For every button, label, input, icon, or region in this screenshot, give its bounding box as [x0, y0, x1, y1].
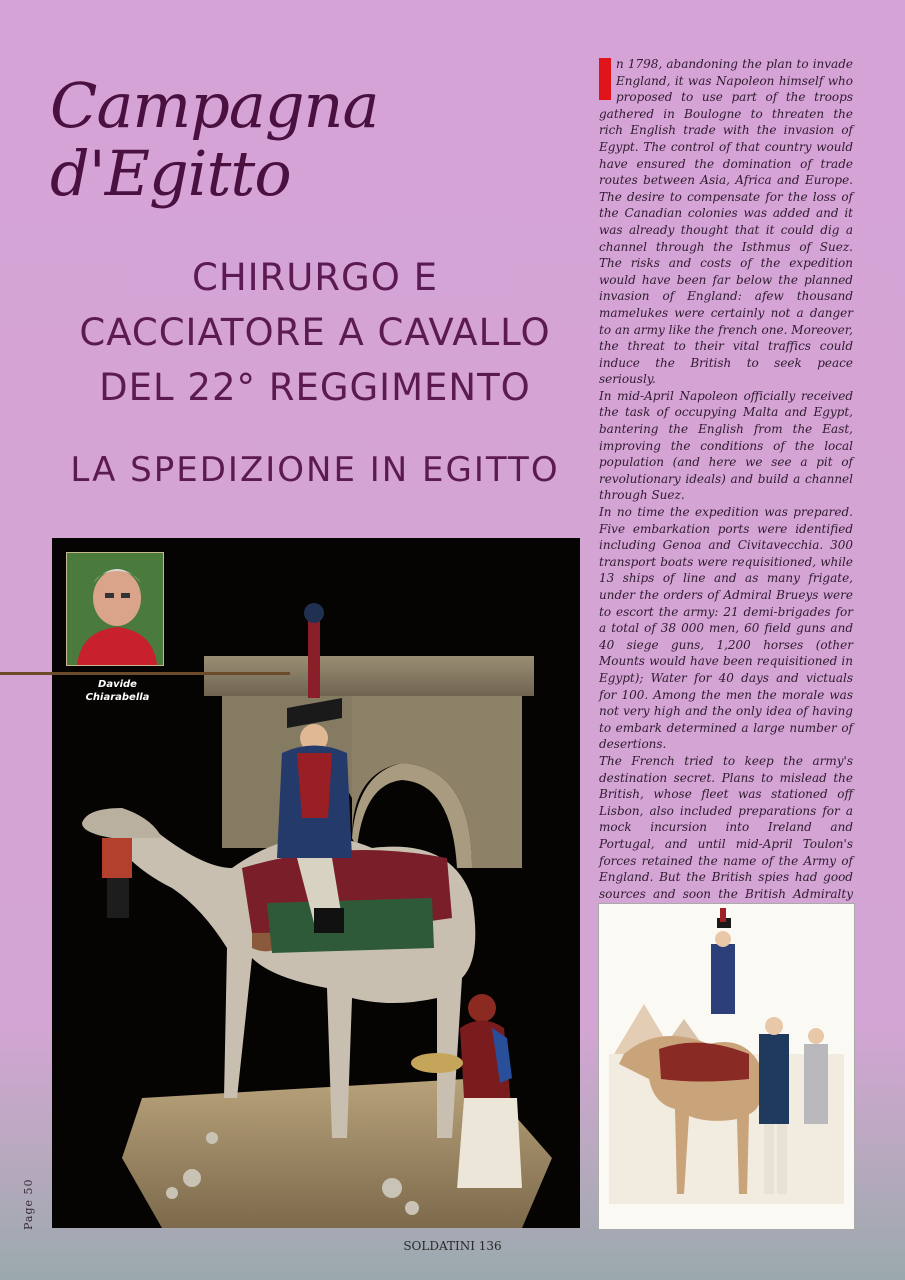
- article-paragraph: The French tried to keep the army's destination secret. Plans to mislead the British, whose fleet was stationed off Lisbon, also included preparations for a mock incursion into Ireland and Portugal, and until mid-April Toulon's forces retained the name of the Army of England. But the British spies had good sources and soon the British Admiralty: [599, 753, 853, 901]
- subtitle-line: CACCIATORE A CAVALLO: [79, 311, 551, 354]
- author-photo: [66, 552, 164, 666]
- subtitle-line: CHIRURGO E: [191, 256, 438, 299]
- magazine-footer: SOLDATINI 136: [403, 1239, 502, 1253]
- article-paragraph: n 1798, abandoning the plan to invade England, it was Napoleon himself who proposed to use part of the troops gathered in Boulogne to threaten the rich English trade with the invasion of Egypt. The control of that country would have ensured the domination of trade routes between Asia, Africa and Europe. The desire to compensate for the loss of the Canadian colonies was added and it was already thought that it could dig a channel through the Isthmus of Suez. The risks and costs of the expedition would have been far below the planned invasion of England: afew thousand mamelukes were certainly not a danger to an army like the french one. Moreover, the threat to their vital traffics could induce the British to seek peace seriously.: [599, 57, 853, 387]
- article-paragraph: In mid-April Napoleon officially received the task of occupying Malta and Egypt, bantering the English from the East, improving the conditions of the local population (and here we see a pit of revolutionary ideals) and build a channel through Suez.: [599, 388, 853, 503]
- page-number: Page 50: [22, 1178, 35, 1230]
- article-body: [599, 56, 853, 901]
- page-title: Campagna d'Egitto: [50, 69, 379, 211]
- subtitle-line: DEL 22° REGGIMENTO: [99, 366, 531, 409]
- dropcap-marker: [599, 58, 611, 100]
- author-first-name: Davide: [98, 679, 137, 690]
- author-last-name: Chiarabella: [85, 692, 150, 703]
- author-portrait-image: [67, 553, 163, 665]
- section-kicker: LA SPEDIZIONE IN EGITTO: [70, 450, 560, 490]
- author-divider: [0, 672, 290, 675]
- historical-illustration: [598, 903, 855, 1230]
- article-paragraph: In no time the expedition was prepared. Five embarkation ports were identified including Genoa and Civitavecchia. 300 transport boats were requisitioned, while 13 ships of line and as many frigate, under the orders of Admiral Brueys were to escort the army: 21 demi-brigades for a total of 38 000 men, 60 field guns and 40 siege guns, 1,200 horses (other Mounts would have been requisitioned in Egypt); Water for 40 days and victuals for 100. Among the men the morale was not very high and the only idea of having to embark determined a large number of desertions.: [599, 505, 853, 752]
- subtitle: [40, 250, 590, 415]
- illustration-image: [599, 904, 854, 1229]
- author-name: [70, 678, 165, 704]
